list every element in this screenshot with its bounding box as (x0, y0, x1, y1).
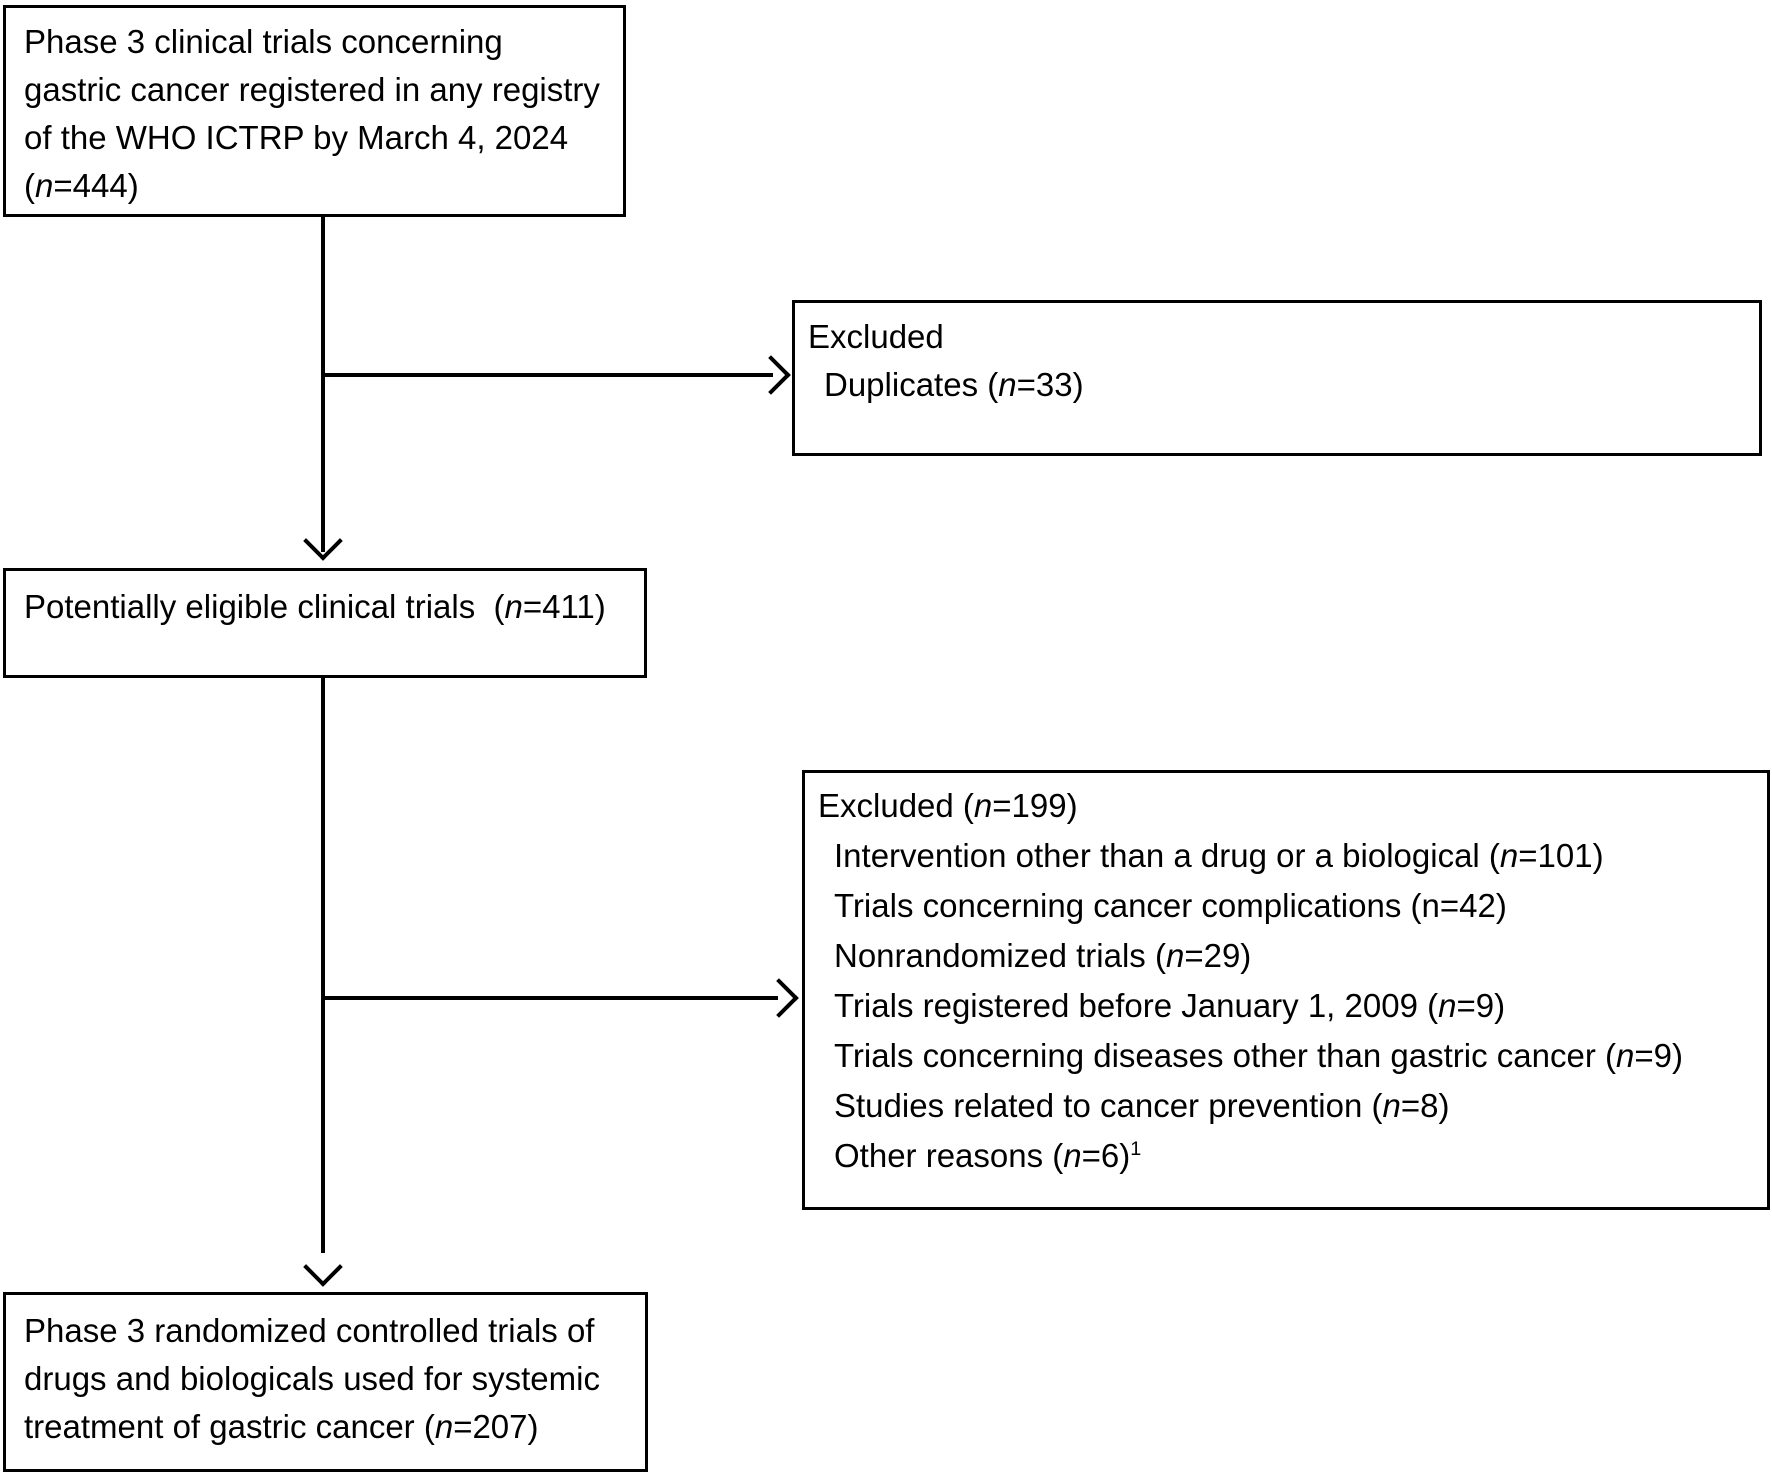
identification-text-line-3: of the WHO ICTRP by March 4, 2024 (24, 119, 569, 156)
excluded-2-item: Intervention other than a drug or a biological (n=101) (834, 837, 1604, 874)
arrowhead-right-icon (751, 355, 791, 395)
arrowhead-right-icon (759, 978, 799, 1018)
excluded-2-item-text: Other reasons (n=6) (834, 1137, 1131, 1174)
footnote-marker: 1 (1130, 1138, 1142, 1160)
identification-box (3, 5, 626, 217)
excluded-2-item: Studies related to cancer prevention (n=8) (834, 1087, 1450, 1124)
final-text-line-1: Phase 3 randomized controlled trials of (24, 1312, 595, 1349)
arrowhead-down-icon (303, 1247, 343, 1287)
identification-text-line-2: gastric cancer registered in any registry (24, 71, 600, 108)
identification-text-line-1: Phase 3 clinical trials concerning (24, 23, 503, 60)
final-box (3, 1292, 648, 1472)
connector-eligible-to-final (321, 678, 325, 1253)
connector-to-excluded-2 (323, 996, 778, 1000)
excluded-2-title: Excluded (n=199) (818, 787, 1078, 824)
excluded-reasons-box (802, 770, 1770, 1210)
eligible-box (3, 568, 647, 678)
excluded-2-item: Trials concerning cancer complications (n=42) (834, 887, 1507, 924)
connector-top-to-eligible (321, 217, 325, 552)
excluded-2-item: Nonrandomized trials (n=29) (834, 937, 1252, 974)
excluded-2-item (818, 1131, 1754, 1181)
excluded-2-item: Trials concerning diseases other than gastric cancer (n=9) (834, 1037, 1683, 1074)
final-count: treatment of gastric cancer (n=207) (24, 1408, 539, 1445)
identification-count: (n=444) (24, 167, 139, 204)
arrowhead-down-icon (303, 521, 343, 561)
final-text-line-2: drugs and biologicals used for systemic (24, 1360, 600, 1397)
connector-to-excluded-1 (323, 373, 773, 377)
excluded-1-item: Duplicates (n=33) (824, 366, 1084, 403)
eligible-text: Potentially eligible clinical trials (n=411) (24, 588, 606, 625)
excluded-1-title: Excluded (808, 318, 944, 355)
excluded-2-item: Trials registered before January 1, 2009 (n=9) (834, 987, 1506, 1024)
excluded-duplicates-box (792, 300, 1762, 456)
